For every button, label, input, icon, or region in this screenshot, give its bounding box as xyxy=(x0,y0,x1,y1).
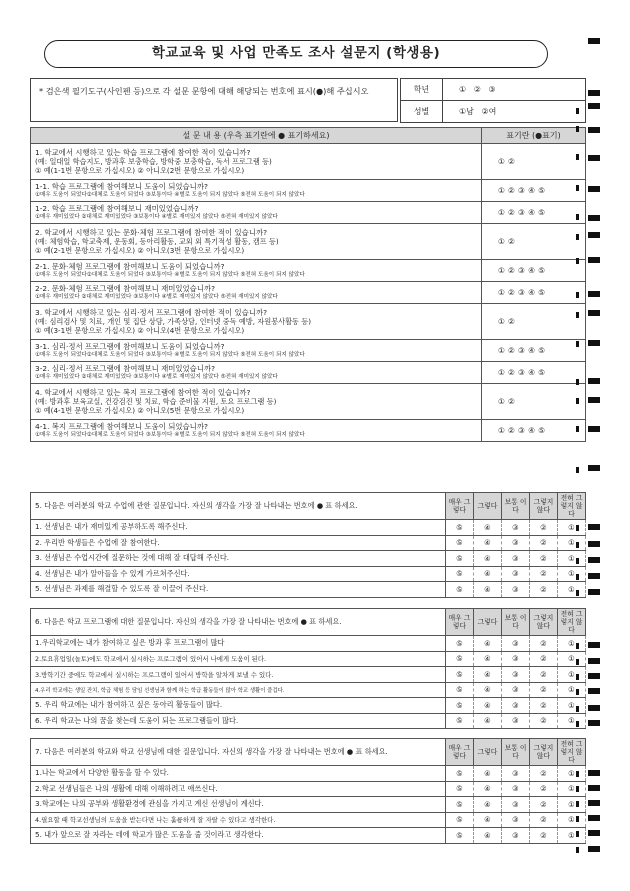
likert-option[interactable]: ③ xyxy=(502,520,530,536)
likert-option[interactable]: ② xyxy=(530,582,558,598)
survey-question-text xyxy=(31,340,482,362)
survey-question-text xyxy=(31,282,482,304)
survey-question-line: ①매우 재미있었다 ②대체로 재미있었다 ③보통이다 ④별로 재미있지 않았다 ⑤전혀 재미있지 않았다 xyxy=(35,374,278,380)
scale-header: 보통 이다 xyxy=(502,493,530,520)
survey-question-line: 1-2. 학습 프로그램에 참여해보니 재미있었습니까? xyxy=(35,204,199,213)
omr-guide-mark xyxy=(576,525,579,531)
survey-question-text xyxy=(31,260,482,282)
likert-option[interactable]: ④ xyxy=(474,713,502,729)
omr-guide-mark xyxy=(576,185,579,191)
likert-option[interactable]: ④ xyxy=(474,566,502,582)
scale-header: 그렇지 않다 xyxy=(530,739,558,766)
likert-item-row xyxy=(31,682,586,698)
omr-guide-mark xyxy=(576,467,579,473)
likert-item-text: 2.학교 선생님들은 나의 생활에 대해 이해하려고 애쓰신다. xyxy=(31,781,446,797)
likert-option[interactable]: ⑤ xyxy=(446,551,474,567)
likert-option[interactable]: ① xyxy=(558,781,586,797)
omr-timing-mark xyxy=(588,541,600,547)
survey-question-line: 3-1. 심리·정서 프로그램에 참여해보니 도움이 되었습니까? xyxy=(35,342,225,351)
survey-question-line: ①매우 도움이 되었다②대체로 도움이 되었다 ③보통이다 ④별로 도움이 되지 않았다 ⑤전혀 도움이 되지 않았다 xyxy=(35,352,305,358)
omr-timing-mark xyxy=(588,291,600,297)
likert-option[interactable]: ⑤ xyxy=(446,582,474,598)
omr-timing-mark xyxy=(588,465,600,471)
omr-guide-mark xyxy=(576,126,579,132)
survey-answer-options[interactable]: ① ② ③ ④ ⑤ xyxy=(482,260,586,282)
likert-item-row xyxy=(31,636,586,652)
omr-guide-mark xyxy=(576,234,579,240)
omr-guide-mark xyxy=(576,426,579,432)
survey-question-line: ①매우 재미있었다 ②대체로 재미있었다 ③보통이다 ④별로 재미있지 않았다 ⑤전혀 재미있지 않았다 xyxy=(35,214,278,220)
scale-header: 그렇다 xyxy=(474,739,502,766)
omr-timing-mark xyxy=(588,155,600,161)
likert-item-text: 5. 선생님은 과제를 해결할 수 있도록 잘 이끌어 주신다. xyxy=(31,582,446,598)
survey-question-row xyxy=(31,144,586,180)
omr-timing-mark xyxy=(588,524,600,530)
omr-timing-mark xyxy=(588,673,600,679)
omr-timing-mark xyxy=(588,846,600,852)
likert-item-row xyxy=(31,797,586,813)
survey-question-text xyxy=(31,224,482,260)
likert-option[interactable]: ⑤ xyxy=(446,781,474,797)
omr-timing-mark xyxy=(588,720,600,726)
omr-timing-mark xyxy=(588,830,600,836)
likert-section-6 xyxy=(30,608,586,729)
omr-guide-mark xyxy=(576,312,579,318)
omr-guide-mark xyxy=(576,379,579,385)
grade-options[interactable]: ① ② ③ xyxy=(443,79,586,101)
omr-timing-mark xyxy=(588,770,600,776)
likert-option[interactable]: ⑤ xyxy=(446,667,474,683)
omr-timing-mark xyxy=(588,815,600,821)
likert-item-text: 5. 우리 학교에는 내가 참여하고 싶은 동아리 활동들이 많다. xyxy=(31,698,446,714)
gender-label: 성별 xyxy=(401,101,443,123)
likert-option[interactable]: ⑤ xyxy=(446,828,474,844)
respondent-info-table xyxy=(400,78,586,123)
likert-option[interactable]: ① xyxy=(558,566,586,582)
omr-guide-mark xyxy=(576,801,579,807)
likert-question: 6. 다음은 학교 프로그램에 대한 질문입니다. 자신의 생각을 가장 잘 나타내는 번호에 ● 표 하세요. xyxy=(31,609,446,636)
survey-question-text xyxy=(31,202,482,224)
likert-option[interactable]: ④ xyxy=(474,667,502,683)
likert-option[interactable]: ④ xyxy=(474,812,502,828)
survey-question-line: ① 예(3-1번 문항으로 가십시오) ② 아니오(4번 문항으로 가십시오) xyxy=(35,326,245,335)
omr-guide-mark xyxy=(576,816,579,822)
omr-timing-mark xyxy=(588,642,600,648)
survey-answer-options[interactable]: ① ② ③ ④ ⑤ xyxy=(482,362,586,384)
scale-header: 매우 그렇다 xyxy=(446,493,474,520)
likert-option[interactable]: ① xyxy=(558,636,586,652)
survey-question-row xyxy=(31,420,586,442)
survey-question-row xyxy=(31,362,586,384)
omr-timing-mark xyxy=(588,785,600,791)
survey-content-header: 설 문 내 용 (우측 표기란에 ● 표기하세요) xyxy=(31,128,482,144)
survey-question-text xyxy=(31,304,482,340)
likert-option[interactable]: ④ xyxy=(474,520,502,536)
likert-option[interactable]: ③ xyxy=(502,636,530,652)
likert-item-row xyxy=(31,566,586,582)
instruction-box: * 검은색 필기도구(사인펜 등)으로 각 설문 문항에 대해 해당되는 번호에 표시(●)해 주십시오 xyxy=(30,78,398,122)
survey-question-text xyxy=(31,180,482,202)
omr-guide-mark xyxy=(576,847,579,853)
survey-question-line: ① 예(4-1번 문항으로 가십시오) ② 아니오(5번 문항으로 가십시오) xyxy=(35,406,245,415)
likert-option[interactable]: ⑤ xyxy=(446,812,474,828)
likert-option[interactable]: ② xyxy=(530,535,558,551)
omr-guide-mark xyxy=(576,831,579,837)
omr-timing-mark xyxy=(588,232,600,238)
likert-option[interactable]: ② xyxy=(530,566,558,582)
likert-option[interactable]: ① xyxy=(558,797,586,813)
likert-option[interactable]: ⑤ xyxy=(446,698,474,714)
survey-answer-options[interactable]: ① ② xyxy=(482,304,586,340)
likert-option[interactable]: ③ xyxy=(502,651,530,667)
omr-guide-mark xyxy=(576,558,579,564)
likert-option[interactable]: ② xyxy=(530,682,558,698)
omr-timing-mark xyxy=(588,90,600,96)
likert-option[interactable]: ② xyxy=(530,797,558,813)
omr-timing-mark xyxy=(588,573,600,579)
likert-option[interactable]: ④ xyxy=(474,535,502,551)
likert-item-text: 3. 선생님은 수업시간에 질문하는 것에 대해 잘 대답해 주신다. xyxy=(31,551,446,567)
scale-header: 보통 이다 xyxy=(502,609,530,636)
likert-item-row xyxy=(31,551,586,567)
survey-question-line: ①매우 도움이 되었다②대체로 도움이 되었다 ③보통이다 ④별로 도움이 되지 않았다 ⑤전혀 도움이 되지 않았다 xyxy=(35,432,305,438)
likert-option[interactable]: ③ xyxy=(502,535,530,551)
scale-header: 전혀 그렇지 않다 xyxy=(558,739,586,766)
omr-guide-mark xyxy=(576,643,579,649)
survey-answer-options[interactable]: ① ② ③ ④ ⑤ xyxy=(482,282,586,304)
likert-option[interactable]: ⑤ xyxy=(446,636,474,652)
omr-timing-mark xyxy=(588,186,600,192)
participation-survey-table xyxy=(30,127,586,442)
likert-option[interactable]: ④ xyxy=(474,682,502,698)
likert-option[interactable]: ④ xyxy=(474,551,502,567)
likert-item-row xyxy=(31,766,586,782)
survey-question-row xyxy=(31,340,586,362)
survey-question-line: 2-2. 문화·체험 프로그램에 참여해보니 재미있었습니까? xyxy=(35,284,216,293)
likert-item-row xyxy=(31,812,586,828)
likert-section-7 xyxy=(30,738,586,844)
likert-option[interactable]: ② xyxy=(530,698,558,714)
likert-option[interactable]: ② xyxy=(530,828,558,844)
gender-options[interactable]: ①남 ②여 xyxy=(443,101,586,123)
likert-option[interactable]: ② xyxy=(530,667,558,683)
scale-header: 그렇지 않다 xyxy=(530,609,558,636)
survey-question-line: 1. 학교에서 시행하고 있는 학습 프로그램에 참여한 적이 있습니까? xyxy=(35,148,251,157)
likert-option[interactable]: ① xyxy=(558,582,586,598)
likert-option[interactable]: ④ xyxy=(474,797,502,813)
survey-answer-header: 표기란 (●표기) xyxy=(482,128,586,144)
grade-label: 학년 xyxy=(401,79,443,101)
survey-answer-options[interactable]: ① ② xyxy=(482,224,586,260)
omr-timing-mark xyxy=(588,705,600,711)
survey-question-line: 2. 학교에서 시행하고 있는 문화·체험 프로그램에 참여한 적이 있습니까? xyxy=(35,228,268,237)
likert-option[interactable]: ② xyxy=(530,551,558,567)
survey-question-line: ①매우 도움이 되었다②대체로 도움이 되었다 ③보통이다 ④별로 도움이 되지 않았다 ⑤전혀 도움이 되지 않았다 xyxy=(35,192,305,198)
likert-option[interactable]: ⑤ xyxy=(446,682,474,698)
likert-option[interactable]: ① xyxy=(558,828,586,844)
survey-question-line: (예: 일대일 학습지도, 방과후 보충학습, 방학중 보충학습, 독서 프로그램 등) xyxy=(35,157,272,166)
likert-item-row xyxy=(31,698,586,714)
omr-guide-mark xyxy=(576,108,579,114)
likert-option[interactable]: ③ xyxy=(502,781,530,797)
omr-guide-mark xyxy=(576,292,579,298)
survey-question-line: 3. 학교에서 시행하고 있는 심리·정서 프로그램에 참여한 적이 있습니까? xyxy=(35,308,268,317)
likert-item-row xyxy=(31,781,586,797)
likert-option[interactable]: ① xyxy=(558,651,586,667)
omr-timing-mark xyxy=(588,557,600,563)
survey-answer-options[interactable]: ① ② xyxy=(482,144,586,180)
omr-guide-mark xyxy=(576,721,579,727)
likert-item-text: 6. 우리 학교는 나의 꿈을 찾는데 도움이 되는 프로그램들이 많다. xyxy=(31,713,446,729)
survey-question-line: ① 예(2-1번 문항으로 가십시오) ② 아니오(3번 문항으로 가십시오) xyxy=(35,246,245,255)
likert-option[interactable]: ④ xyxy=(474,828,502,844)
likert-option[interactable]: ③ xyxy=(502,582,530,598)
omr-guide-mark xyxy=(576,574,579,580)
likert-item-text: 3.방학기간 중에도 학교에서 실시하는 프로그램이 있어서 방학을 알차게 보낼 수 있다. xyxy=(31,667,446,683)
likert-option[interactable]: ⑤ xyxy=(446,520,474,536)
likert-item-text: 1.나는 학교에서 다양한 활동을 할 수 있다. xyxy=(31,766,446,782)
likert-option[interactable]: ① xyxy=(558,667,586,683)
omr-timing-mark xyxy=(588,215,600,221)
likert-option[interactable]: ① xyxy=(558,682,586,698)
likert-item-row xyxy=(31,582,586,598)
omr-timing-mark xyxy=(588,310,600,316)
likert-option[interactable]: ③ xyxy=(502,682,530,698)
omr-guide-mark xyxy=(576,154,579,160)
survey-answer-options[interactable]: ① ② ③ ④ ⑤ xyxy=(482,180,586,202)
likert-option[interactable]: ④ xyxy=(474,781,502,797)
survey-answer-options[interactable]: ① ② ③ ④ ⑤ xyxy=(482,420,586,442)
likert-option[interactable]: ③ xyxy=(502,698,530,714)
omr-guide-mark xyxy=(576,214,579,220)
likert-item-text: 4.필요할 때 학교선생님의 도움을 받는다면 나는 훌륭하게 잘 자랄 수 있다고 생각한다. xyxy=(31,812,446,828)
likert-item-text: 4. 선생님은 내가 알아들을 수 있게 가르쳐주신다. xyxy=(31,566,446,582)
likert-question: 7. 다음은 여러분의 학교와 학교 선생님에 대한 질문입니다. 자신의 생각을 가장 잘 나타내는 번호에 ● 표 하세요. xyxy=(31,739,446,766)
scale-header: 전혀 그렇지 않다 xyxy=(558,493,586,520)
survey-question-line: ①매우 도움이 되었다②대체로 도움이 되었다 ③보통이다 ④별로 도움이 되지 않았다 ⑤전혀 도움이 되지 않았다 xyxy=(35,272,305,278)
likert-option[interactable]: ③ xyxy=(502,812,530,828)
survey-question-line: 1-1. 학습 프로그램에 참여해보니 도움이 되었습니까? xyxy=(35,182,208,191)
likert-option[interactable]: ② xyxy=(530,766,558,782)
likert-option[interactable]: ③ xyxy=(502,828,530,844)
likert-option[interactable]: ④ xyxy=(474,582,502,598)
survey-question-line: 2-1. 문화·체험 프로그램에 참여해보니 도움이 되었습니까? xyxy=(35,262,225,271)
omr-timing-mark xyxy=(588,658,600,664)
survey-question-text xyxy=(31,362,482,384)
likert-option[interactable]: ⑤ xyxy=(446,797,474,813)
likert-option[interactable]: ② xyxy=(530,651,558,667)
omr-timing-mark xyxy=(588,378,600,384)
omr-timing-mark xyxy=(588,103,600,109)
likert-option[interactable]: ① xyxy=(558,812,586,828)
scale-header: 보통 이다 xyxy=(502,739,530,766)
survey-question-line: ① 예(1-1번 문항으로 가십시오) ② 아니오(2번 문항으로 가십시오) xyxy=(35,166,245,175)
survey-question-row xyxy=(31,202,586,224)
survey-question-row xyxy=(31,304,586,340)
survey-question-row xyxy=(31,180,586,202)
omr-timing-mark xyxy=(588,688,600,694)
omr-guide-mark xyxy=(576,674,579,680)
likert-question: 5. 다음은 여러분의 학교 수업에 관한 질문입니다. 자신의 생각을 가장 잘 나타내는 번호에 ● 표 하세요. xyxy=(31,493,446,520)
likert-option[interactable]: ④ xyxy=(474,651,502,667)
likert-option[interactable]: ④ xyxy=(474,766,502,782)
likert-item-text: 2. 우리반 학생들은 수업에 잘 참여한다. xyxy=(31,535,446,551)
survey-question-row xyxy=(31,384,586,420)
scale-header: 그렇다 xyxy=(474,493,502,520)
likert-option[interactable]: ② xyxy=(530,520,558,536)
likert-item-row xyxy=(31,828,586,844)
survey-question-text xyxy=(31,384,482,420)
likert-option[interactable]: ① xyxy=(558,520,586,536)
omr-guide-mark xyxy=(576,706,579,712)
likert-item-text: 4.우리 학교에는 생일 잔치, 학급 체험 등 담임 선생님과 함께 하는 학급 활동들이 많아 학교 생활이 즐겁다. xyxy=(31,682,446,698)
likert-option[interactable]: ⑤ xyxy=(446,566,474,582)
likert-option[interactable]: ① xyxy=(558,766,586,782)
omr-guide-mark xyxy=(576,786,579,792)
likert-option[interactable]: ③ xyxy=(502,797,530,813)
likert-item-text: 5. 내가 앞으로 잘 자라는 데에 학교가 많은 도움을 줄 것이라고 생각한다. xyxy=(31,828,446,844)
scale-header: 전혀 그렇지 않다 xyxy=(558,609,586,636)
omr-timing-mark xyxy=(588,800,600,806)
likert-item-text: 1.우리학교에는 내가 참여하고 싶은 방과 후 프로그램이 많다 xyxy=(31,636,446,652)
omr-guide-mark xyxy=(576,659,579,665)
scale-header: 매우 그렇다 xyxy=(446,609,474,636)
survey-question-row xyxy=(31,224,586,260)
likert-option[interactable]: ⑤ xyxy=(446,766,474,782)
likert-item-row xyxy=(31,713,586,729)
survey-answer-options[interactable]: ① ② xyxy=(482,384,586,420)
likert-option[interactable]: ③ xyxy=(502,766,530,782)
likert-option[interactable]: ⑤ xyxy=(446,535,474,551)
survey-question-row xyxy=(31,260,586,282)
likert-item-text: 1. 선생님은 내가 재미있게 공부하도록 해주신다. xyxy=(31,520,446,536)
likert-option[interactable]: ② xyxy=(530,713,558,729)
likert-option[interactable]: ② xyxy=(530,636,558,652)
scale-header: 그렇다 xyxy=(474,609,502,636)
survey-question-line: ①매우 재미있었다 ②대체로 재미있었다 ③보통이다 ④별로 재미있지 않았다 ⑤전혀 재미있지 않았다 xyxy=(35,294,278,300)
omr-guide-mark xyxy=(576,590,579,596)
survey-answer-options[interactable]: ① ② ③ ④ ⑤ xyxy=(482,340,586,362)
page-title: 학교교육 및 사업 만족도 조사 설문지 (학생용) xyxy=(44,40,548,68)
omr-timing-mark xyxy=(588,257,600,263)
likert-option[interactable]: ③ xyxy=(502,713,530,729)
omr-guide-mark xyxy=(576,689,579,695)
omr-guide-mark xyxy=(576,258,579,264)
omr-guide-mark xyxy=(576,542,579,548)
likert-option[interactable]: ③ xyxy=(502,667,530,683)
likert-option[interactable]: ② xyxy=(530,781,558,797)
omr-timing-mark xyxy=(588,38,600,44)
likert-option[interactable]: ② xyxy=(530,812,558,828)
survey-question-line: (예: 방과후 보육교실, 건강검진 및 치료, 학습 준비물 지원, 토요 프로그램 등) xyxy=(35,397,277,406)
likert-option[interactable]: ⑤ xyxy=(446,651,474,667)
scale-header: 그렇지 않다 xyxy=(530,493,558,520)
omr-guide-mark xyxy=(576,771,579,777)
likert-option[interactable]: ③ xyxy=(502,551,530,567)
likert-section-5 xyxy=(30,492,586,598)
omr-timing-mark xyxy=(588,397,600,403)
likert-option[interactable]: ③ xyxy=(502,566,530,582)
likert-item-text: 2.토요휴업일(놀토)에도 학교에서 실시하는 프로그램이 있어서 나에게 도움이 된다. xyxy=(31,651,446,667)
survey-question-text xyxy=(31,420,482,442)
survey-answer-options[interactable]: ① ② ③ ④ ⑤ xyxy=(482,202,586,224)
likert-option[interactable]: ④ xyxy=(474,636,502,652)
omr-timing-mark xyxy=(588,127,600,133)
survey-question-text xyxy=(31,144,482,180)
survey-question-line: (예: 심리검사 및 치료, 개인 및 집단 상담, 가족상담, 인터넷 중독 예방, 자원봉사활동 등) xyxy=(35,317,311,326)
likert-item-text: 3.학교에는 나의 공부와 생활환경에 관심을 가지고 계신 선생님이 계신다. xyxy=(31,797,446,813)
survey-question-line: 3-2. 심리·정서 프로그램에 참여해보니 재미있었습니까? xyxy=(35,364,216,373)
likert-item-row xyxy=(31,651,586,667)
survey-question-line: 4-1. 복지 프로그램에 참여해보니 도움이 되었습니까? xyxy=(35,422,208,431)
survey-question-line: (예: 체험학습, 학교축제, 운동회, 동아리활동, 교외 외 특기적성 활동, 캠프 등) xyxy=(35,237,279,246)
likert-option[interactable]: ④ xyxy=(474,698,502,714)
scale-header: 매우 그렇다 xyxy=(446,739,474,766)
likert-option[interactable]: ① xyxy=(558,535,586,551)
likert-option[interactable]: ⑤ xyxy=(446,713,474,729)
likert-item-row xyxy=(31,535,586,551)
survey-question-line: 4. 학교에서 시행하고 있는 복지 프로그램에 참여한 적이 있습니까? xyxy=(35,388,251,397)
omr-timing-mark xyxy=(588,589,600,595)
likert-item-row xyxy=(31,520,586,536)
omr-timing-mark xyxy=(588,340,600,346)
likert-option[interactable]: ① xyxy=(558,698,586,714)
likert-option[interactable]: ① xyxy=(558,551,586,567)
omr-timing-mark xyxy=(588,426,600,432)
omr-guide-mark xyxy=(576,341,579,347)
omr-guide-mark xyxy=(576,398,579,404)
likert-item-row xyxy=(31,667,586,683)
survey-question-row xyxy=(31,282,586,304)
likert-option[interactable]: ① xyxy=(558,713,586,729)
